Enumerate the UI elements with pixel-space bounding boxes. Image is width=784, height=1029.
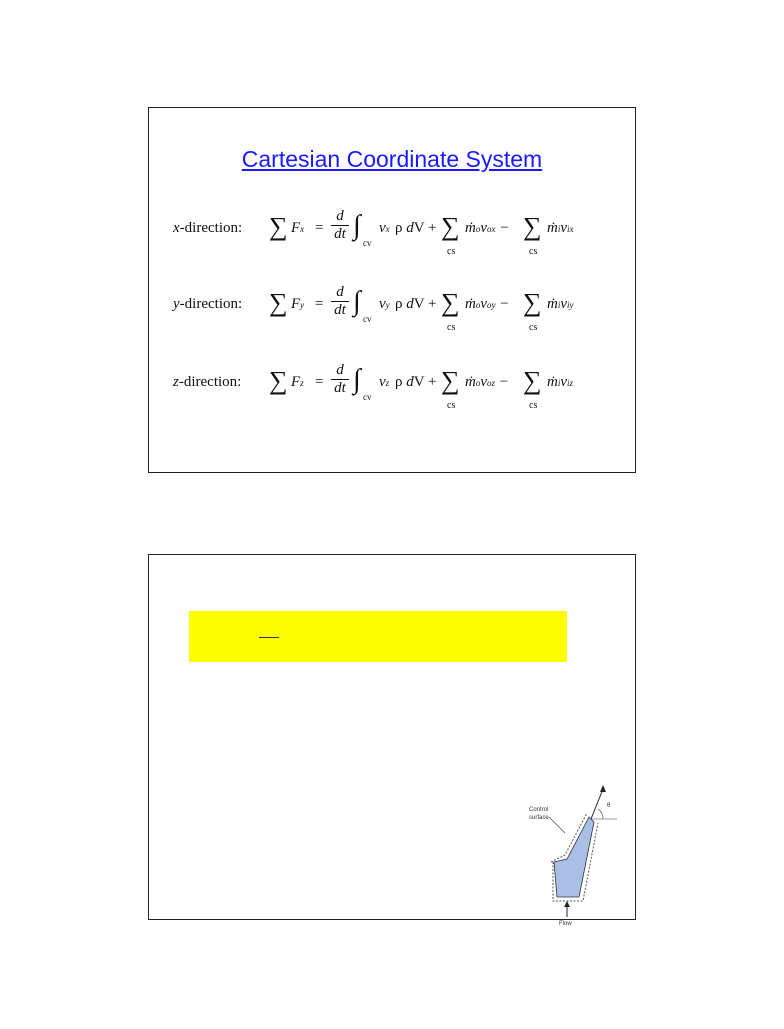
equation-y: y-direction: ∑ Fy = $\frac{d}{dt}$ ∫ cv vy ρ dV + ∑ ṁovoy − ∑ ṁiviy cs cs — [173, 284, 574, 333]
flow-label: Flow — [559, 921, 572, 927]
control-label-2: surface — [529, 815, 549, 821]
angle-label: θ — [607, 803, 611, 809]
control-surface-figure — [519, 777, 619, 927]
slide-cartesian — [148, 107, 636, 473]
equation-label: y-direction: — [173, 296, 243, 312]
control-label-1: Control — [529, 807, 549, 813]
equation-label: z-direction: — [173, 374, 242, 390]
equation-z: z-direction: ∑ Fz = $\frac{d}{dt}$ ∫ cv vz ρ dV + ∑ ṁovoz − ∑ ṁiviz cs cs — [173, 362, 574, 411]
equation-label: x-direction: — [173, 220, 243, 236]
equation-x: x-direction: ∑ Fx = $\frac{d}{dt}$ ∫ cv vx ρ dV + ∑ ṁovox − ∑ ṁivix cs cs — [173, 208, 574, 257]
nozzle-diagram — [519, 777, 619, 917]
slide-control-surface — [148, 554, 636, 927]
highlight-box — [189, 611, 567, 662]
fraction-bar — [259, 637, 279, 638]
slide-title: Cartesian Coordinate System — [241, 146, 543, 172]
